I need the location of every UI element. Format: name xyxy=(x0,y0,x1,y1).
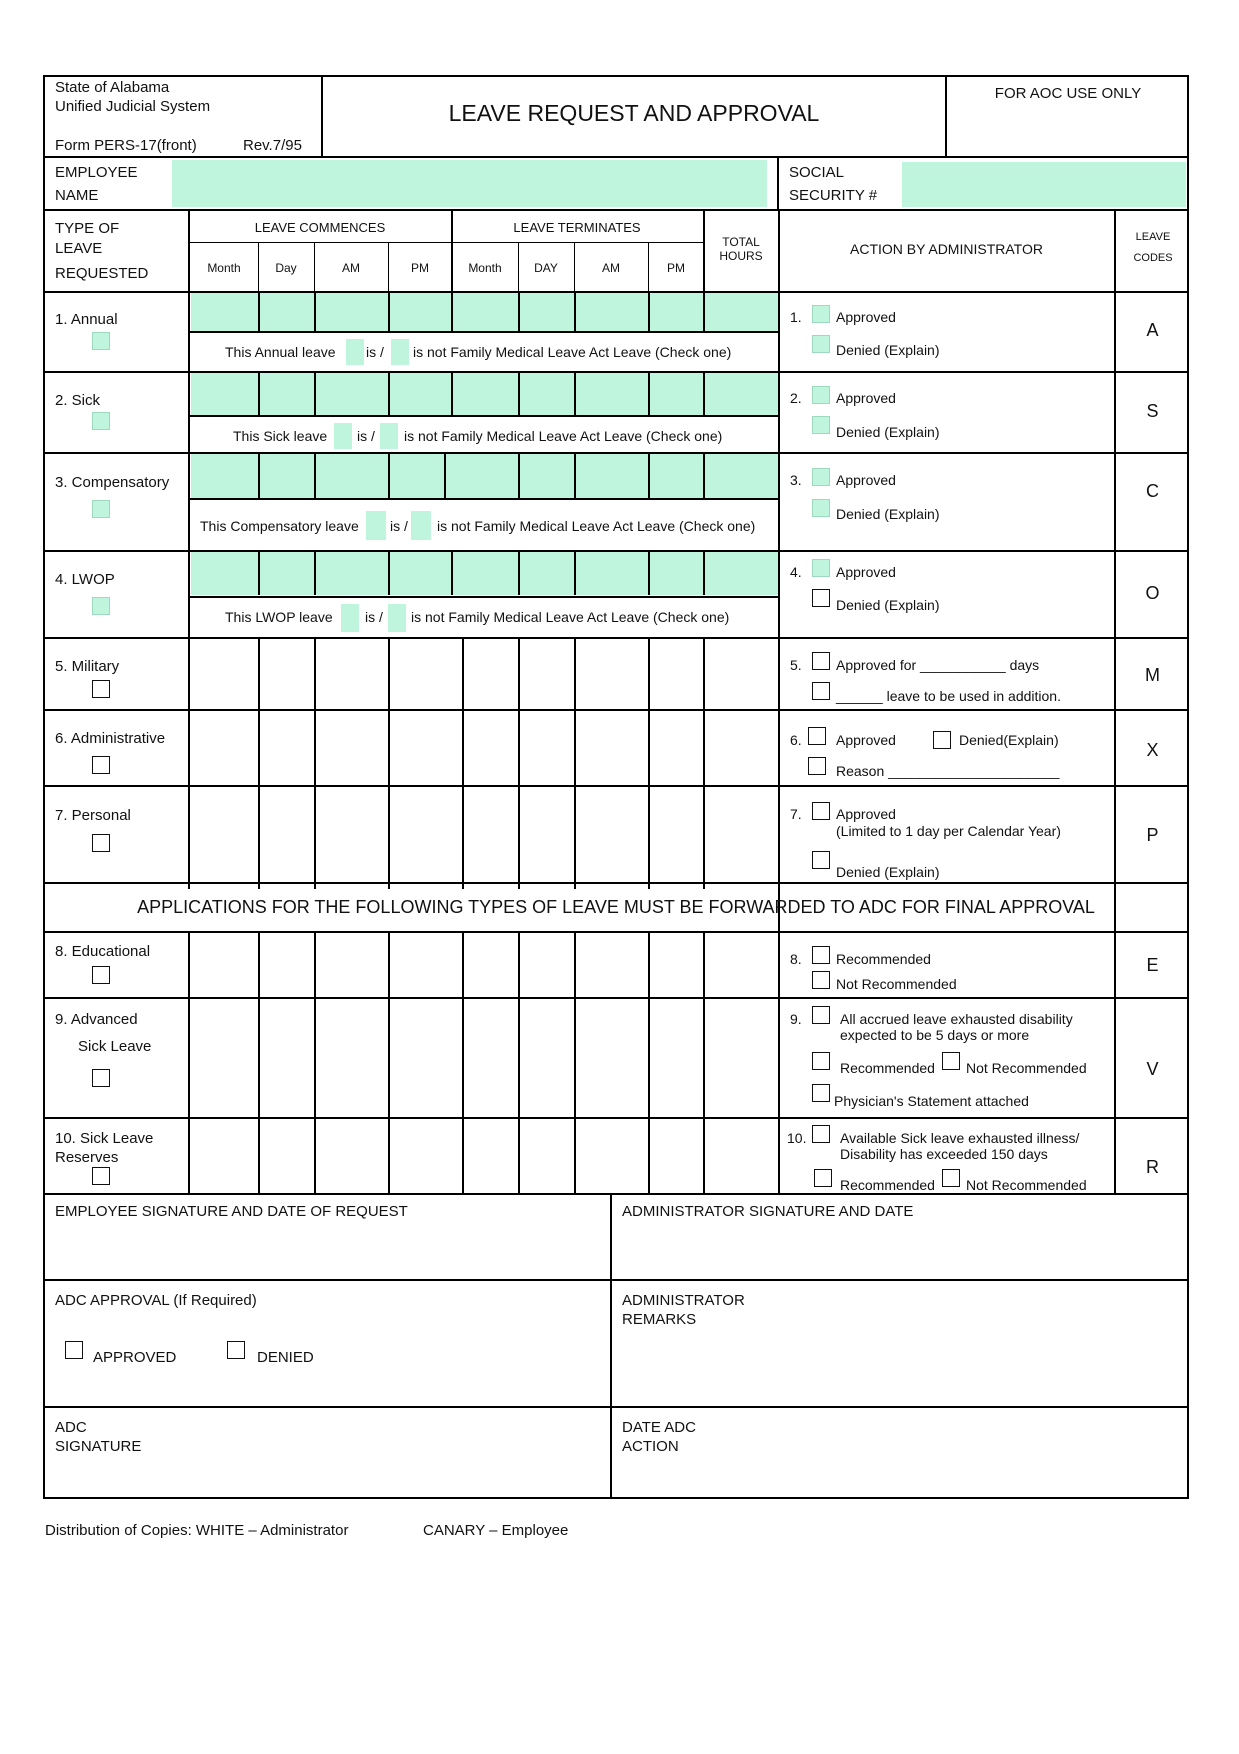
distribution-canary: CANARY – Employee xyxy=(423,1522,569,1539)
sub-am-2: AM xyxy=(602,261,620,275)
row-label: 3. Compensatory xyxy=(55,474,170,491)
action-num: 5. xyxy=(790,657,802,673)
page-title: LEAVE REQUEST AND APPROVAL xyxy=(448,100,820,126)
personal-checkbox[interactable] xyxy=(92,834,110,852)
row-label: 4. LWOP xyxy=(55,571,115,588)
employee-signature-field[interactable] xyxy=(45,1225,608,1277)
sick-reserves-checkbox[interactable] xyxy=(92,1167,110,1185)
admin-signature-label: ADMINISTRATOR SIGNATURE AND DATE xyxy=(622,1203,914,1220)
aoc-label: FOR AOC USE ONLY xyxy=(994,85,1142,102)
leave-code: P xyxy=(1146,825,1159,845)
row-label: 9. Advanced xyxy=(55,1011,138,1028)
adc-approved-checkbox[interactable] xyxy=(65,1341,83,1359)
physician-label: Physician's Statement attached xyxy=(834,1093,1029,1109)
adc-banner: APPLICATIONS FOR THE FOLLOWING TYPES OF LEAVE MUST BE FORWARDED TO ADC FOR FINAL APPROVAL xyxy=(137,897,1095,917)
approved-label: Approved xyxy=(836,309,896,325)
recommended-checkbox[interactable] xyxy=(812,946,830,964)
row-label: 2. Sick xyxy=(55,392,101,409)
denied-checkbox[interactable] xyxy=(933,731,951,749)
fmla-isnot-box[interactable] xyxy=(380,423,398,449)
employee-name-field[interactable] xyxy=(172,160,767,207)
adc-denied-label: DENIED xyxy=(257,1349,314,1366)
action-num: 1. xyxy=(790,309,802,325)
educational-checkbox[interactable] xyxy=(92,966,110,984)
codes-header: LEAVE xyxy=(1135,231,1171,243)
state-label: State of Alabama xyxy=(55,79,170,96)
action-num: 3. xyxy=(790,472,802,488)
not-recommended-checkbox[interactable] xyxy=(942,1052,960,1070)
approved-checkbox[interactable] xyxy=(812,305,830,323)
total-hours-field[interactable] xyxy=(705,373,778,415)
approved-checkbox[interactable] xyxy=(812,559,830,577)
fmla-is: is / xyxy=(366,344,384,360)
row-label: 1. Annual xyxy=(55,311,118,328)
denied-label: Denied (Explain) xyxy=(836,597,940,613)
advanced-sick-checkbox[interactable] xyxy=(92,1069,110,1087)
date-fields[interactable] xyxy=(191,552,703,595)
not-recommended-checkbox[interactable] xyxy=(812,971,830,989)
date-fields[interactable] xyxy=(191,373,703,415)
admin-remarks-field[interactable] xyxy=(612,1335,1187,1405)
fmla-text: This Compensatory leave xyxy=(200,518,359,534)
approved-label: Approved xyxy=(836,806,896,822)
adc-approval-label: ADC APPROVAL (If Required) xyxy=(55,1292,257,1309)
compensatory-checkbox[interactable] xyxy=(92,500,110,518)
type-header-2: LEAVE xyxy=(55,240,103,257)
row-label: 10. Sick Leave xyxy=(55,1130,154,1147)
action-header: ACTION BY ADMINISTRATOR xyxy=(850,241,1043,257)
fmla-isnot: is not Family Medical Leave Act Leave (Check one) xyxy=(413,344,732,360)
leave-code: R xyxy=(1146,1157,1159,1177)
denied-label: Denied (Explain) xyxy=(836,864,940,880)
leave-code: M xyxy=(1145,665,1160,685)
fmla-is-box[interactable] xyxy=(334,423,352,449)
row-label: 8. Educational xyxy=(55,943,151,960)
annual-checkbox[interactable] xyxy=(92,332,110,350)
approved-checkbox[interactable] xyxy=(812,468,830,486)
available-sick-checkbox[interactable] xyxy=(812,1125,830,1143)
recommended-label: Recommended xyxy=(840,1060,935,1076)
adc-action-date-field[interactable] xyxy=(612,1460,1187,1497)
approved-checkbox[interactable] xyxy=(812,802,830,820)
denied-checkbox[interactable] xyxy=(812,416,830,434)
approved-label: Approved xyxy=(836,390,896,406)
type-header-3: REQUESTED xyxy=(55,265,149,282)
lwop-checkbox[interactable] xyxy=(92,597,110,615)
fmla-isnot-box[interactable] xyxy=(411,511,431,540)
header-left xyxy=(43,75,323,157)
form-id: Form PERS-17(front) xyxy=(55,137,197,154)
recommended-label: Recommended xyxy=(836,951,931,967)
denied-label: Denied (Explain) xyxy=(836,424,940,440)
action-num: 9. xyxy=(790,1011,802,1027)
not-recommended-label: Not Recommended xyxy=(966,1060,1087,1076)
admin-remarks-label: ADMINISTRATOR xyxy=(622,1292,745,1309)
denied-label: Denied(Explain) xyxy=(959,732,1059,748)
leave-code: O xyxy=(1145,583,1160,603)
row-label: 5. Military xyxy=(55,658,120,675)
sub-day-2: DAY xyxy=(534,261,558,275)
adc-signature-label: ADC xyxy=(55,1419,87,1436)
approved-checkbox[interactable] xyxy=(808,727,826,745)
fmla-is: is / xyxy=(365,609,383,625)
row-label: 7. Personal xyxy=(55,807,131,824)
fmla-isnot: is not Family Medical Leave Act Leave (Check one) xyxy=(411,609,730,625)
denied-checkbox[interactable] xyxy=(812,851,830,869)
sub-month-2: Month xyxy=(468,261,502,275)
ssn-label: SOCIAL xyxy=(789,164,845,181)
leave-code: S xyxy=(1146,401,1159,421)
sick-checkbox[interactable] xyxy=(92,412,110,430)
reason-checkbox[interactable] xyxy=(808,757,826,775)
fmla-isnot-box[interactable] xyxy=(391,339,409,365)
employee-signature-label: EMPLOYEE SIGNATURE AND DATE OF REQUEST xyxy=(55,1203,408,1220)
action-num: 2. xyxy=(790,390,802,406)
fmla-is: is / xyxy=(390,518,408,534)
fmla-is-box[interactable] xyxy=(366,511,386,540)
approved-label: Approved xyxy=(836,472,896,488)
additional-leave-label: ______ leave to be used in addition. xyxy=(836,688,1061,704)
form-rev: Rev.7/95 xyxy=(243,137,302,154)
sub-day: Day xyxy=(275,261,297,275)
available-sick-label: Available Sick leave exhausted illness/ xyxy=(840,1130,1080,1146)
leave-code: V xyxy=(1146,1059,1159,1079)
fmla-is-box[interactable] xyxy=(341,604,359,632)
fmla-is: is / xyxy=(357,428,375,444)
adc-denied-checkbox[interactable] xyxy=(227,1341,245,1359)
action-num: 6. xyxy=(790,732,802,748)
sub-pm-2: PM xyxy=(667,261,685,275)
type-header: TYPE OF xyxy=(55,220,120,237)
employee-name-label: EMPLOYEE xyxy=(55,164,138,181)
leave-code: C xyxy=(1146,481,1159,501)
approved-for-label: Approved for ___________ days xyxy=(836,657,1040,673)
fmla-is-box[interactable] xyxy=(346,339,364,365)
action-num: 10. xyxy=(787,1130,807,1146)
available-sick-note: Disability has exceeded 150 days xyxy=(840,1146,1048,1162)
recommended-checkbox[interactable] xyxy=(812,1052,830,1070)
leave-code: X xyxy=(1146,740,1159,760)
adc-action-date-label-2: ACTION xyxy=(622,1438,679,1455)
fmla-isnot: is not Family Medical Leave Act Leave (Check one) xyxy=(404,428,723,444)
date-fields[interactable] xyxy=(191,454,703,498)
administrative-checkbox[interactable] xyxy=(92,756,110,774)
ssn-field[interactable] xyxy=(902,162,1186,207)
leave-terminates-header: LEAVE TERMINATES xyxy=(513,220,641,235)
form-frame xyxy=(43,75,1189,1499)
fmla-text: This Sick leave xyxy=(233,428,328,444)
exhausted-note: expected to be 5 days or more xyxy=(840,1027,1030,1043)
exhausted-label: All accrued leave exhausted disability xyxy=(840,1011,1073,1027)
total-hours-field[interactable] xyxy=(705,552,778,595)
recommended-checkbox[interactable] xyxy=(814,1169,832,1187)
row-label-2: Reserves xyxy=(55,1149,119,1166)
action-num: 7. xyxy=(790,806,802,822)
adc-action-date-label: DATE ADC xyxy=(622,1419,696,1436)
not-recommended-label: Not Recommended xyxy=(966,1177,1087,1193)
action-num: 4. xyxy=(790,564,802,580)
adc-signature-field[interactable] xyxy=(45,1460,608,1497)
sub-month: Month xyxy=(207,261,241,275)
total-hours-field[interactable] xyxy=(705,454,778,498)
admin-remarks-label-2: REMARKS xyxy=(622,1311,697,1328)
approved-label: Approved xyxy=(836,732,896,748)
total-hours-field[interactable] xyxy=(705,293,778,331)
recommended-label: Recommended xyxy=(840,1177,935,1193)
action-num: 8. xyxy=(790,951,802,967)
not-recommended-checkbox[interactable] xyxy=(942,1169,960,1187)
row-label-2: Sick Leave xyxy=(78,1038,152,1055)
physician-checkbox[interactable] xyxy=(812,1084,830,1102)
additional-leave-checkbox[interactable] xyxy=(812,682,830,700)
adc-signature-label-2: SIGNATURE xyxy=(55,1438,142,1455)
admin-signature-field[interactable] xyxy=(612,1225,1187,1277)
row-label: 6. Administrative xyxy=(55,730,166,747)
ssn-label-2: SECURITY # xyxy=(789,187,878,204)
leave-code: E xyxy=(1146,955,1159,975)
denied-label: Denied (Explain) xyxy=(836,506,940,522)
fmla-isnot: is not Family Medical Leave Act Leave (Check one) xyxy=(437,518,756,534)
leave-code: A xyxy=(1146,320,1159,340)
military-checkbox[interactable] xyxy=(92,680,110,698)
denied-label: Denied (Explain) xyxy=(836,342,940,358)
fmla-isnot-box[interactable] xyxy=(388,604,406,632)
fmla-text: This LWOP leave xyxy=(225,609,333,625)
adc-approved-label: APPROVED xyxy=(93,1349,177,1366)
approved-checkbox[interactable] xyxy=(812,386,830,404)
leave-commences-header: LEAVE COMMENCES xyxy=(254,220,386,235)
employee-name-label-2: NAME xyxy=(55,187,99,204)
denied-checkbox[interactable] xyxy=(812,589,830,607)
system-label: Unified Judicial System xyxy=(55,98,211,115)
denied-checkbox[interactable] xyxy=(812,499,830,517)
reason-label: Reason ______________________ xyxy=(836,763,1060,779)
codes-header-2: CODES xyxy=(1133,252,1173,264)
denied-checkbox[interactable] xyxy=(812,335,830,353)
total-hours-header-2: HOURS xyxy=(719,249,763,263)
not-recommended-label: Not Recommended xyxy=(836,976,957,992)
approved-for-checkbox[interactable] xyxy=(812,652,830,670)
sub-pm: PM xyxy=(411,261,429,275)
approved-note: (Limited to 1 day per Calendar Year) xyxy=(836,823,1061,839)
sub-am: AM xyxy=(342,261,360,275)
total-hours-header: TOTAL xyxy=(722,235,760,249)
approved-label: Approved xyxy=(836,564,896,580)
exhausted-checkbox[interactable] xyxy=(812,1006,830,1024)
date-fields[interactable] xyxy=(191,293,703,331)
distribution-white: Distribution of Copies: WHITE – Administrator xyxy=(45,1522,349,1539)
fmla-text: This Annual leave xyxy=(225,344,336,360)
